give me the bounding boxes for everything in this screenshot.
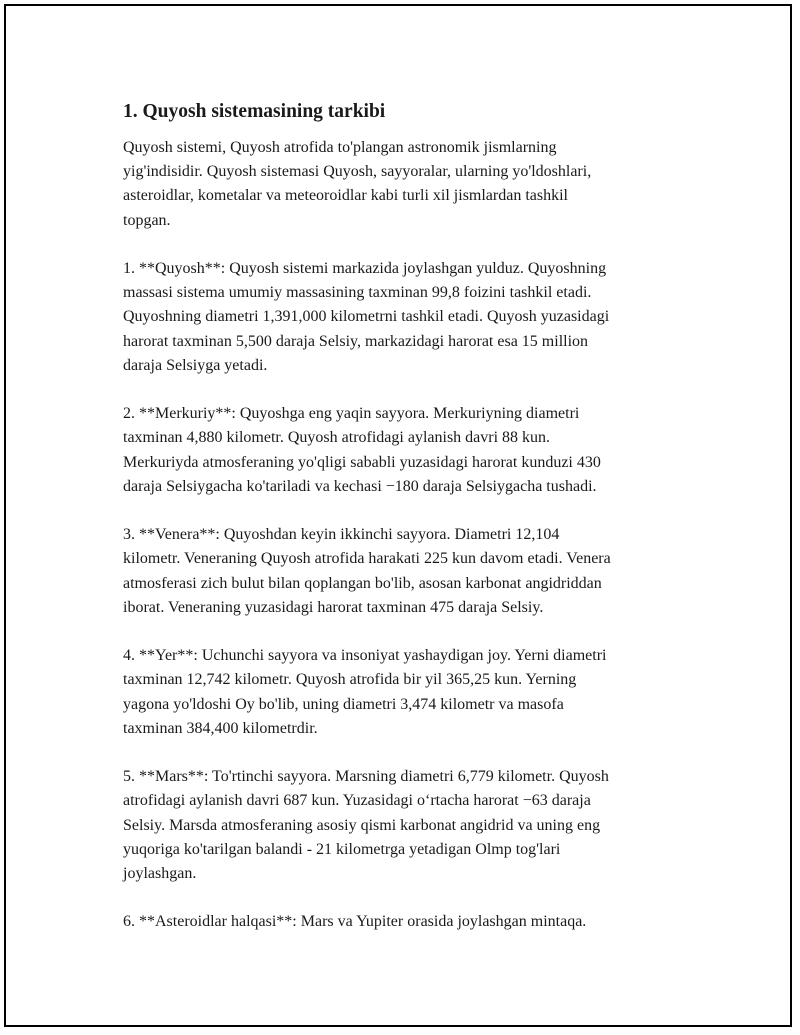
text-line: Quyoshning diametri 1,391,000 kilometrni tashkil etadi. Quyosh yuzasidagi [123, 308, 610, 326]
text-line: 3. **Venera**: Quyoshdan keyin ikkinchi sayyora. Diametri 12,104 [123, 526, 560, 544]
page-frame [4, 4, 792, 1027]
section-heading: 1. Quyosh sistemasining tarkibi [123, 101, 386, 122]
paragraph-quyosh [123, 257, 703, 378]
text-line: 1. **Quyosh**: Quyosh sistemi markazida joylashgan yulduz. Quyoshning [123, 260, 607, 277]
text-line: taxminan 12,742 kilometr. Quyosh atrofida bir yil 365,25 kun. Yerning [123, 671, 577, 689]
paragraph-mars [123, 765, 703, 886]
paragraph-intro [123, 136, 703, 233]
text-line: harorat taxminan 5,500 daraja Selsiy, markazidagi harorat esa 15 million [123, 332, 589, 350]
text-line: taxminan 384,400 kilometrdir. [123, 719, 318, 737]
text-line: Selsiy. Marsda atmosferaning asosiy qismi karbonat angidrid va uning eng [123, 816, 601, 834]
text-line: yagona yo'ldoshi Oy bo'lib, uning diametri 3,474 kilometr va masofa [123, 695, 564, 713]
paragraph-asteroidlar [123, 910, 703, 934]
paragraph-venera [123, 523, 703, 620]
text-line: massasi sistema umumiy massasining taxminan 99,8 foizini tashkil etadi. [123, 284, 592, 302]
text-line: kilometr. Veneraning Quyosh atrofida harakati 225 kun davom etadi. Venera [123, 550, 611, 568]
text-line: yig'indisidir. Quyosh sistemasi Quyosh, sayyoralar, ularning yo'ldoshlari, [123, 163, 592, 181]
text-line: Merkuriyda atmosferaning yo'qligi sababli yuzasidagi harorat kunduzi 430 [123, 453, 601, 471]
text-line: yuqoriga ko'tarilgan balandi - 21 kilometrga yetadigan Olmp tog'lari [123, 840, 561, 858]
text-line: taxminan 4,880 kilometr. Quyosh atrofidagi aylanish davri 88 kun. [123, 429, 551, 447]
text-line: topgan. [123, 211, 171, 229]
text-line: asteroidlar, kometalar va meteoroidlar kabi turli xil jismlardan tashkil [123, 187, 568, 205]
text-line: 4. **Yer**: Uchunchi sayyora va insoniyat yashaydigan joy. Yerni diametri [123, 647, 607, 665]
text-line: 2. **Merkuriy**: Quyoshga eng yaqin sayyora. Merkuriyning diametri [123, 405, 580, 423]
text-line: 6. **Asteroidlar halqasi**: Mars va Yupiter orasida joylashgan mintaqa. [123, 913, 587, 931]
text-line: daraja Selsiyga yetadi. [123, 356, 268, 374]
text-line: Quyosh sistemi, Quyosh atrofida to'plangan astronomik jismlarning [123, 139, 557, 156]
paragraph-merkuriy [123, 402, 703, 499]
text-line: 5. **Mars**: To'rtinchi sayyora. Marsning diametri 6,779 kilometr. Quyosh [123, 768, 609, 786]
paragraph-yer [123, 644, 703, 741]
document-body [123, 98, 703, 959]
text-line: iborat. Veneraning yuzasidagi harorat taxminan 475 daraja Selsiy. [123, 598, 544, 616]
text-line: atmosferasi zich bulut bilan qoplangan bo'lib, asosan karbonat angidriddan [123, 574, 602, 592]
text-line: daraja Selsiygacha ko'tariladi va kechasi −180 daraja Selsiygacha tushadi. [123, 477, 597, 495]
text-line: joylashgan. [123, 865, 197, 883]
text-line: atrofidagi aylanish davri 687 kun. Yuzasidagi o‘rtacha harorat −63 daraja [123, 792, 591, 810]
